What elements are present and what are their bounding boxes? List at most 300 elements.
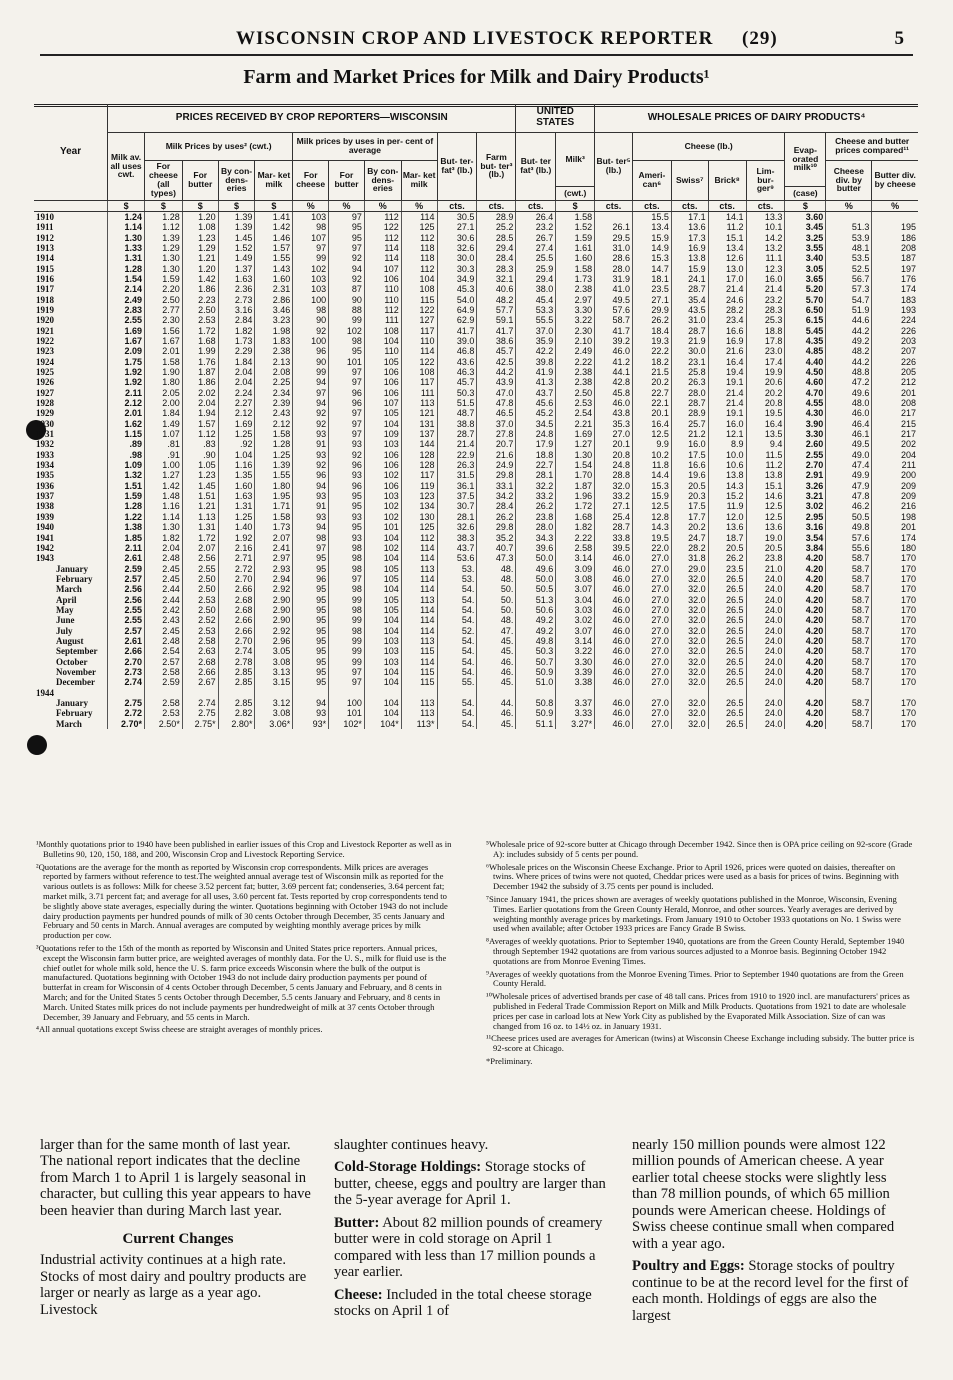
table-cell: 118 [401,243,437,253]
table-cell: 53. [437,564,477,574]
table-cell: 54. [437,584,477,594]
table-cell: 18.7 [708,533,746,543]
table-cell: 2.93 [255,564,293,574]
table-cell: 115 [401,295,437,305]
table-cell [708,688,746,698]
table-cell: 2.43 [144,615,182,625]
table-cell: 2.41 [255,543,293,553]
table-cell: 95 [293,615,329,625]
table-row [34,419,918,429]
table-cell [364,688,401,698]
table-cell: 19.0 [746,533,785,543]
year-cell: 1922 [36,335,54,346]
table-cell: 43.7 [437,543,477,553]
table-cell: 20.7 [477,439,516,449]
table-cell: 95 [293,584,329,594]
article-paragraph [632,1258,912,1324]
table-cell: 53.5 [826,253,872,263]
table-cell: 50.8 [516,698,556,708]
table-cell: 1.13 [182,512,218,522]
table-cell: 55.5 [516,315,556,325]
table-cell [746,688,785,698]
table-cell: 1.20 [182,264,218,274]
table-cell: 1.32 [108,470,145,480]
table-cell: 51.3 [516,595,556,605]
table-cell: 2.84 [218,315,255,325]
table-cell: 2.97 [255,553,293,563]
table-cell: 11.5 [746,450,785,460]
table-row [34,481,918,491]
table-cell: 24.0 [746,584,785,594]
table-cell: 27.4 [516,243,556,253]
table-cell: 216 [872,501,918,511]
table-cell: 2.04 [144,543,182,553]
table-cell: 46.0 [595,667,633,677]
table-cell: 3.12 [255,698,293,708]
table-cell: 4.60 [785,377,826,387]
milk-all-uses-header: Milk av. all uses cwt. [108,132,145,200]
table-row [34,688,918,698]
table-cell: 25.3 [746,315,785,325]
table-cell: 2.30 [144,315,182,325]
table-cell: 13.5 [746,429,785,439]
table-cell: 4.20 [785,719,826,729]
table-cell: 1.21 [182,253,218,263]
table-cell: 13.8 [671,253,708,263]
table-cell: 49.9 [826,470,872,480]
table-cell: 1.04 [218,450,255,460]
evaporated-unit: (case) [785,186,826,200]
table-cell: 1.37 [218,264,255,274]
table-cell: 1.63 [218,274,255,284]
table-cell: 41.7 [437,326,477,336]
year-header: Year [34,104,108,200]
cheese-div-butter-header: Cheese div. by butter [826,160,872,200]
table-cell: 134 [401,501,437,511]
table-cell: 44.2 [826,326,872,336]
table-cell: 2.85 [218,677,255,687]
table-cell: 46. [477,708,516,718]
run-in-heading: Cold-Storage Holdings: [334,1159,482,1176]
table-cell: 1.52 [218,243,255,253]
table-cell: 1.57 [255,243,293,253]
table-cell: 88 [329,305,365,315]
table-cell: 104 [364,533,401,543]
table-cell: 93 [329,533,365,543]
table-cell: 45.6 [516,398,556,408]
table-cell: 1.14 [144,512,182,522]
table-row [34,305,918,315]
table-cell: 39.5 [595,543,633,553]
table-cell: 94 [293,377,329,387]
table-cell: 57.7 [477,305,516,315]
table-cell: 2.97 [556,295,595,305]
table-cell: 34.3 [516,533,556,543]
year-cell: 1930 [36,418,54,429]
table-cell: 95 [293,595,329,605]
table-cell: 114 [401,615,437,625]
table-cell: 3.26 [785,481,826,491]
table-cell: 2.22 [556,357,595,367]
table-cell: 95 [329,346,365,356]
table-cell: 20.6 [746,377,785,387]
article-paragraph [334,1159,612,1208]
publication-title: WISCONSIN CROP AND LIVESTOCK REPORTER [236,28,714,49]
table-cell: 200 [872,470,918,480]
table-cell: 2.31 [255,284,293,294]
table-cell: 97 [293,543,329,553]
table-cell: 94 [293,398,329,408]
table-cell: 109 [364,429,401,439]
table-cell: 26.2 [477,512,516,522]
table-cell: 112 [401,533,437,543]
table-cell: 53.3 [516,305,556,315]
table-row [34,439,918,449]
market-milk-price-header: Mar- ket milk [255,160,293,200]
table-cell: 2.50* [144,719,182,729]
table-cell: 3.33 [556,708,595,718]
table-cell: 104 [364,615,401,625]
table-row [34,626,918,636]
table-cell: 50.5 [516,584,556,594]
table-cell: 45. [477,677,516,687]
received-group-header: PRICES RECEIVED BY CROP REPORTERS—WISCONSIN [108,104,516,132]
table-cell: 26.5 [708,698,746,708]
year-cell: August [56,635,84,646]
table-row [34,491,918,501]
table-cell: 118 [401,253,437,263]
table-cell: 43.9 [477,377,516,387]
table-cell: 48.2 [826,346,872,356]
table-cell: 49.8 [826,522,872,532]
table-cell: 26.7 [516,233,556,243]
table-cell: 46.0 [595,646,633,656]
table-cell: 99 [293,367,329,377]
table-cell: 39.0 [437,336,477,346]
table-cell: 1.82 [218,326,255,336]
table-cell: 95 [329,491,365,501]
table-cell: 49.8 [516,636,556,646]
table-cell: 1.45 [182,481,218,491]
table-cell: 99 [329,646,365,656]
table-cell: 105 [364,574,401,584]
table-cell: 1.60 [255,274,293,284]
table-cell: 27.0 [632,636,671,646]
table-cell: 114 [401,584,437,594]
table-cell: 3.30 [556,657,595,667]
table-cell: 1.59 [556,233,595,243]
table-cell: 41.7 [477,326,516,336]
table-cell: 25.9 [516,264,556,274]
evaporated-milk-header: Evap- orated milk¹⁰ [785,132,826,186]
table-cell: 2.74 [218,646,255,656]
table-cell: 102 [364,501,401,511]
table-cell: 35.3 [595,419,633,429]
table-cell: 21.0 [746,564,785,574]
table-cell: 2.55 [108,605,145,615]
table-cell: 104 [364,626,401,636]
table-cell: 113* [401,719,437,729]
table-cell: 46.0 [595,708,633,718]
article-paragraph: nearly 150 million pounds were almost 122 million pounds of American cheese. A year earlier total cheese stocks were slightly less than 78 million pounds, of which 65 million pounds were American cheese. Holdings of Swiss cheese continue small when compared with a year ago. [632,1137,895,1252]
table-cell: 23.5 [632,284,671,294]
table-cell: 43.7 [516,388,556,398]
table-cell: 50.9 [516,708,556,718]
table-cell: 48. [477,615,516,625]
table-cell: 90 [293,357,329,367]
table-cell: 2.92 [255,584,293,594]
table-cell: 1.25 [255,450,293,460]
table-cell: 209 [872,481,918,491]
table-cell: 170 [872,657,918,667]
table-row [34,584,918,594]
table-cell: 4.55 [785,398,826,408]
table-cell: 51.5 [437,398,477,408]
table-cell: 1.68 [182,336,218,346]
table-cell: 36.1 [437,481,477,491]
table-cell: 4.20 [785,626,826,636]
table-row [34,677,918,687]
table-cell: 100 [293,336,329,346]
table-cell: 2.48 [144,553,182,563]
table-cell: 2.56 [182,553,218,563]
table-cell: 13.8 [746,470,785,480]
table-cell: 106 [364,377,401,387]
year-cell: 1920 [36,315,54,326]
run-in-heading: Poultry and Eggs: [632,1258,745,1275]
table-cell: 24.0 [746,595,785,605]
table-cell: 41.9 [516,367,556,377]
table-cell: 2.04 [218,377,255,387]
table-cell: 2.52 [182,615,218,625]
table-cell: 2.42 [144,605,182,615]
table-cell [516,688,556,698]
year-cell: September [56,646,98,657]
butter-percent-header: For butter [329,160,365,200]
table-cell: 57.3 [826,284,872,294]
table-cell: 2.53 [182,595,218,605]
table-cell: 27.0 [632,657,671,667]
table-cell: 58.7 [826,574,872,584]
paragraph-text: Storage stocks of poultry continue to be at the record level for the first of each month. Holdings of eggs are also the largest [632,1258,909,1324]
table-row [34,377,918,387]
table-cell: 108 [401,367,437,377]
table-cell: 45.4 [516,295,556,305]
table-cell: 32.0 [595,481,633,491]
table-cell: 104 [364,698,401,708]
table-cell: 15.3 [632,253,671,263]
table-cell: 45. [477,646,516,656]
table-cell: 113 [401,636,437,646]
table-cell: 2.75* [182,719,218,729]
units-cell: cts. [632,200,671,211]
year-cell: March [56,718,82,729]
table-cell: 2.01 [144,346,182,356]
table-cell: 23.2 [746,295,785,305]
table-cell: 98 [329,564,365,574]
table-cell [826,211,872,222]
table-cell: 16.9 [708,336,746,346]
table-cell: 1.98 [255,326,293,336]
table-cell: 3.03 [556,605,595,615]
table-cell: 19.9 [746,367,785,377]
table-cell: 21.9 [671,336,708,346]
table-cell: 2.61 [108,636,145,646]
table-cell: 11.2 [746,460,785,470]
table-cell: 2.38 [255,346,293,356]
table-cell: 2.56 [108,584,145,594]
table-cell: 19.1 [708,408,746,418]
year-cell: 1944 [36,687,54,698]
table-cell: 1.08 [182,222,218,232]
table-cell: 102 [293,264,329,274]
table-cell: 114 [401,543,437,553]
table-cell: 201 [872,522,918,532]
table-cell: 48.0 [826,398,872,408]
table-cell: 170 [872,584,918,594]
table-cell: 32.6 [437,522,477,532]
butter-div-cheese-header: Butter div. by cheese [872,160,918,200]
table-cell: 58.7 [826,698,872,708]
article-paragraph [334,1287,612,1320]
table-cell: 1.58 [255,512,293,522]
year-cell: 1939 [36,511,54,522]
year-cell: May [56,604,74,615]
table-cell: 2.44 [144,595,182,605]
table-cell: 46.0 [595,595,633,605]
table-cell: 12.5 [632,429,671,439]
table-cell: 46.0 [826,408,872,418]
table-cell: 1.54 [108,274,145,284]
table-cell: 94 [293,698,329,708]
table-cell: 37.0 [516,326,556,336]
table-cell: 92 [329,450,365,460]
table-cell: 3.38 [556,677,595,687]
table-cell [108,688,145,698]
article-paragraph: slaughter continues heavy. [334,1137,489,1153]
table-cell: 1.60 [218,481,255,491]
table-row [34,315,918,325]
table-cell: 95 [329,233,365,243]
table-cell: 1.67 [144,336,182,346]
table-cell: 30.7 [437,501,477,511]
table-cell: 15.1 [708,233,746,243]
table-cell: 58.7 [826,646,872,656]
table-cell: 1.87 [556,481,595,491]
table-cell: 2.70 [785,460,826,470]
table-cell: 170 [872,646,918,656]
table-cell: 2.50 [182,584,218,594]
table-cell: 46.0 [595,553,633,563]
table-cell: 1.63 [218,491,255,501]
table-cell: 4.20 [785,636,826,646]
table-cell: 2.90 [255,615,293,625]
table-cell: 2.66 [108,646,145,656]
table-cell: 49.2 [516,615,556,625]
table-cell: 1.51 [108,481,145,491]
year-cell: 1927 [36,387,54,398]
table-cell: 42.5 [477,357,516,367]
table-cell: 2.55 [182,564,218,574]
table-row [34,512,918,522]
table-row [34,522,918,532]
table-cell: 31.8 [671,553,708,563]
table-cell: 101 [364,522,401,532]
year-cell: 1933 [36,449,54,460]
footnote: ¹Monthly quotations prior to 1940 have been published in earlier issues of this Crop and Livestock Reporter as well as in Bulletins 90, 120, 150, 188, and 200, Wisconsin Crop and Livestock Reporting Service. [36,839,452,859]
table-cell: 2.21 [556,419,595,429]
table-cell: 104 [364,553,401,563]
table-cell: 58.7 [826,595,872,605]
table-cell: 3.21 [785,491,826,501]
year-cell: March [56,584,82,595]
table-cell: 9.9 [632,439,671,449]
table-cell: 8.9 [708,439,746,449]
table-cell: 24.1 [671,274,708,284]
table-cell: 30.3 [437,264,477,274]
table-cell: 10.0 [708,450,746,460]
table-cell: 4.40 [785,357,826,367]
table-cell: 2.95 [785,512,826,522]
table-cell: 95 [293,553,329,563]
table-cell [872,688,918,698]
us-butterfat-header: But- ter fat³ (lb.) [516,132,556,200]
table-cell: 187 [872,253,918,263]
table-cell: 27.0 [632,553,671,563]
table-cell: 3.14 [556,553,595,563]
table-cell: 20.2 [746,388,785,398]
table-cell: 2.68 [182,657,218,667]
table-cell: 28.0 [595,264,633,274]
table-cell: 170 [872,636,918,646]
table-cell: 39.8 [516,357,556,367]
table-cell: 24.0 [746,615,785,625]
table-cell: 32.0 [671,605,708,615]
table-cell: 3.27* [556,719,595,729]
units-cell: cts. [671,200,708,211]
table-cell: 57.6 [826,533,872,543]
table-cell: 3.22 [556,315,595,325]
table-cell: 104 [364,677,401,687]
table-cell: 1.76 [182,357,218,367]
table-cell: 38.8 [437,419,477,429]
table-cell: 41.0 [595,284,633,294]
table-cell: 27.0 [632,584,671,594]
table-cell: 4.20 [785,584,826,594]
table-cell: 26.5 [708,584,746,594]
run-in-heading: Butter: [334,1214,380,1231]
table-cell: 204 [872,450,918,460]
table-cell: 96 [329,388,365,398]
year-cell: 1914 [36,253,54,264]
table-cell: 28.0 [671,388,708,398]
table-cell: .89 [108,439,145,449]
table-cell: 1.84 [144,408,182,418]
table-cell: 170 [872,708,918,718]
table-cell: 1.31 [108,253,145,263]
table-cell: 52. [437,626,477,636]
table-cell: 1.14 [108,222,145,232]
table-cell: 27.0 [632,719,671,729]
table-cell: 1.38 [108,522,145,532]
table-cell: 3.30 [556,305,595,315]
table-cell: 27.0 [632,708,671,718]
table-cell: 23.0 [746,346,785,356]
table-cell: 32.0 [671,677,708,687]
table-cell: 110 [401,336,437,346]
table-cell: 51.3 [826,222,872,232]
table-cell: 13.2 [746,243,785,253]
